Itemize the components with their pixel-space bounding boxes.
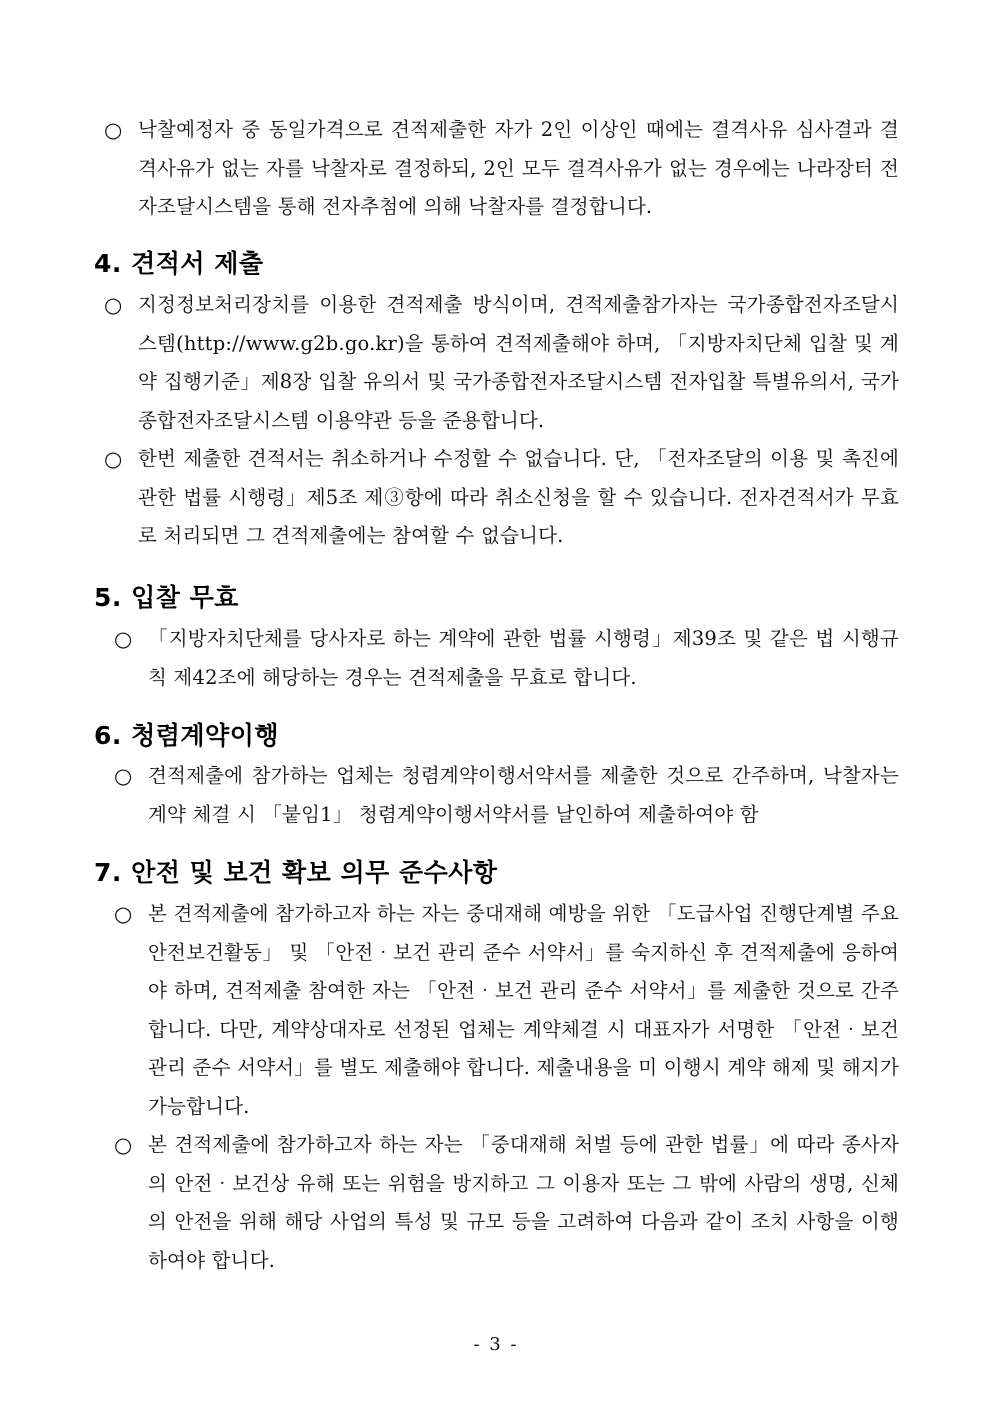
section-7-paragraph-1: 본 견적제출에 참가하고자 하는 자는 중대재해 예방을 위한 「도급사업 진행단계별 주요 안전보건활동」 및 「안전‧보건 관리 준수 서약서」를 숙지하신 후 견적제출에 응하여야 하며, 견적제출 참여한 자는 「안전‧보건 관리 준수 서약서」를 제출한 것으로 간주합니다. 다만, 계약상대자로 선정된 업체는 계약체결 시 대표자가 서명한 「안전‧보건 관리 준수 서약서」를 별도 제출해야 합니다. 제출내용을 미 이행시 계약 해제 및 해지가 가능합니다. xyxy=(148,902,899,1118)
section-4-bullet-2 xyxy=(104,440,899,556)
section-6-block xyxy=(114,757,899,834)
intro-bullet xyxy=(104,111,899,227)
intro-block xyxy=(104,111,899,227)
circle-bullet-icon: ○ xyxy=(114,902,133,926)
section-4-paragraph-2: 한번 제출한 견적서는 취소하거나 수정할 수 없습니다. 단, 「전자조달의 이용 및 촉진에 관한 법률 시행령」제5조 제③항에 따라 취소신청을 할 수 있습니다. 전자견적서가 무효로 처리되면 그 견적제출에는 참여할 수 없습니다. xyxy=(138,447,899,547)
section-6-paragraph-1: 견적제출에 참가하는 업체는 청렴계약이행서약서를 제출한 것으로 간주하며, 낙찰자는 계약 체결 시 「붙임1」 청렴계약이행서약서를 날인하여 제출하여야 함 xyxy=(148,764,899,826)
section-6-bullet-1 xyxy=(114,757,899,834)
page-number: - 3 - xyxy=(473,1334,519,1355)
circle-bullet-icon: ○ xyxy=(114,1133,133,1157)
section-4-bullet-1 xyxy=(104,286,899,440)
section-7-bullet-2 xyxy=(114,1126,899,1280)
section-5-heading: 5. 입찰 무효 xyxy=(94,583,239,612)
section-7-paragraph-2: 본 견적제출에 참가하고자 하는 자는 「중대재해 처벌 등에 관한 법률」에 따라 종사자의 안전‧보건상 유해 또는 위험을 방지하고 그 이용자 또는 그 밖에 사람의 생명, 신체의 안전을 위해 해당 사업의 특성 및 규모 등을 고려하여 다음과 같이 조치 사항을 이행하여야 합니다. xyxy=(148,1133,899,1272)
circle-bullet-icon: ○ xyxy=(114,627,133,651)
section-4-heading: 4. 견적서 제출 xyxy=(94,249,264,278)
circle-bullet-icon: ○ xyxy=(114,764,133,788)
section-5-block xyxy=(114,620,899,697)
circle-bullet-icon: ○ xyxy=(104,118,123,142)
section-4-paragraph-1: 지정정보처리장치를 이용한 견적제출 방식이며, 견적제출참가자는 국가종합전자조달시스템(http://www.g2b.go.kr)을 통하여 견적제출해야 하며, 「지방자치단체 입찰 및 계약 집행기준」제8장 입찰 유의서 및 국가종합전자조달시스템 전자입찰 특별유의서, 국가종합전자조달시스템 이용약관 등을 준용합니다. xyxy=(138,293,899,432)
intro-paragraph: 낙찰예정자 중 동일가격으로 견적제출한 자가 2인 이상인 때에는 결격사유 심사결과 결격사유가 없는 자를 낙찰자로 결정하되, 2인 모두 결격사유가 없는 경우에는 나라장터 전자조달시스템을 통해 전자추첨에 의해 낙찰자를 결정합니다. xyxy=(138,118,899,218)
circle-bullet-icon: ○ xyxy=(104,447,123,471)
section-7-bullet-1 xyxy=(114,895,899,1126)
section-7-heading: 7. 안전 및 보건 확보 의무 준수사항 xyxy=(94,858,498,887)
circle-bullet-icon: ○ xyxy=(104,293,123,317)
section-4-block xyxy=(104,286,899,556)
section-5-bullet-1 xyxy=(114,620,899,697)
section-7-block xyxy=(114,895,899,1280)
section-6-heading: 6. 청렴계약이행 xyxy=(94,721,279,750)
section-5-paragraph-1: 「지방자치단체를 당사자로 하는 계약에 관한 법률 시행령」제39조 및 같은 법 시행규칙 제42조에 해당하는 경우는 견적제출을 무효로 합니다. xyxy=(148,627,899,689)
